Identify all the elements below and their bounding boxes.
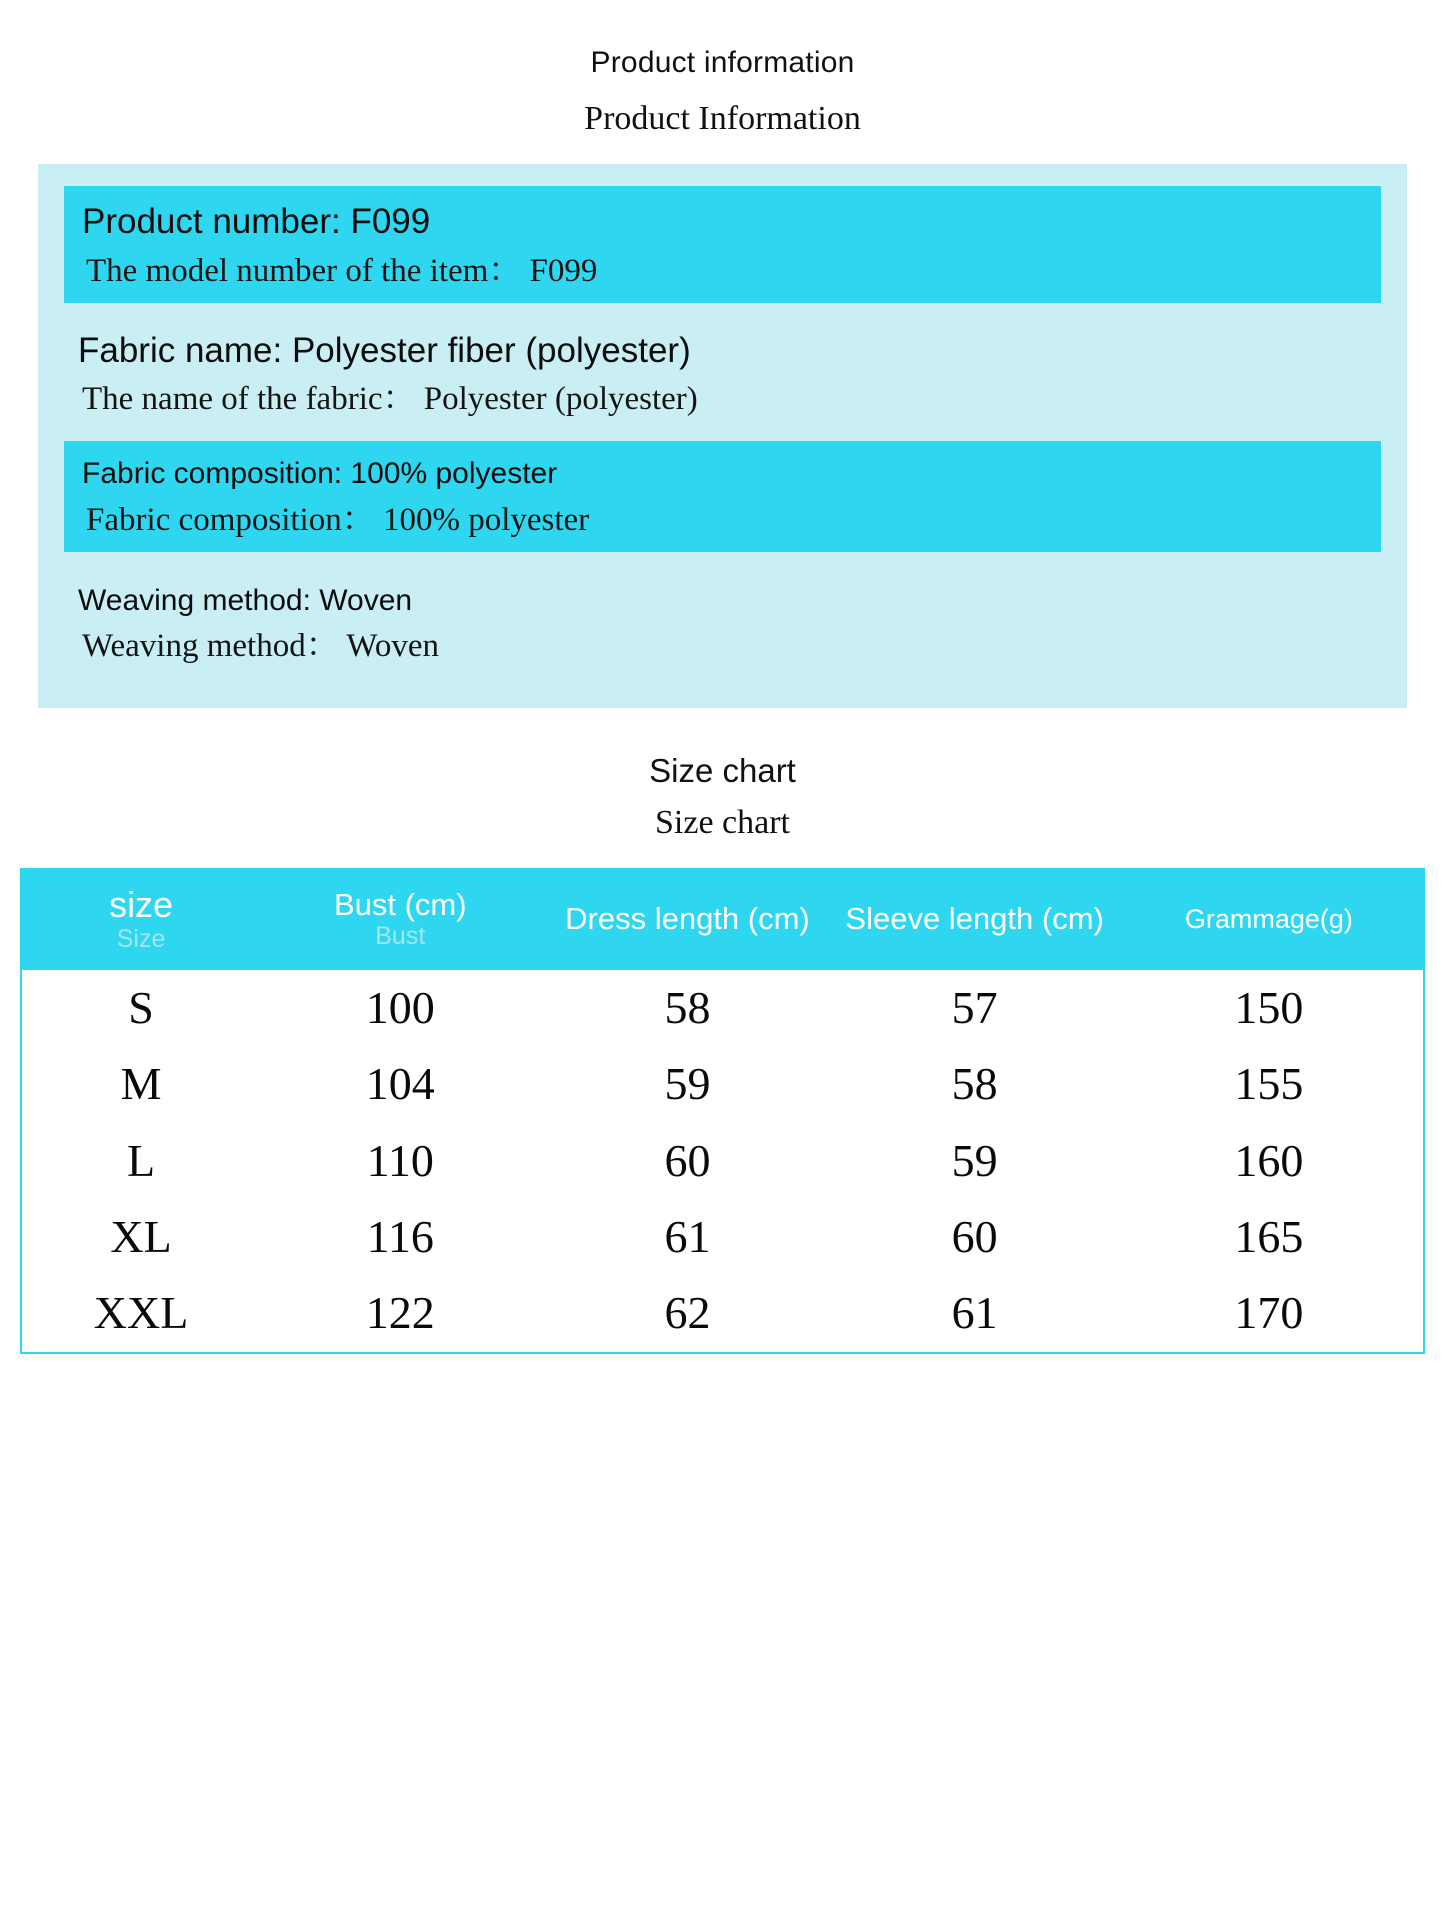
column-header-dress-length-label: Dress length (cm) bbox=[565, 900, 810, 936]
product-number-value: The model number of the item： F099 bbox=[86, 252, 598, 289]
product-information-panel bbox=[38, 164, 1407, 708]
cell-size: L bbox=[22, 1123, 260, 1199]
table-row bbox=[22, 1046, 1423, 1122]
column-header-bust bbox=[260, 870, 540, 970]
table-row bbox=[22, 1275, 1423, 1351]
cell-bust: 104 bbox=[260, 1046, 540, 1122]
cell-dress-length: 61 bbox=[540, 1199, 834, 1275]
cell-grammage: 155 bbox=[1115, 1046, 1423, 1122]
size-chart-subtitle: Size chart bbox=[655, 804, 790, 842]
cell-size: M bbox=[22, 1046, 260, 1122]
info-row-fabric-name bbox=[64, 313, 1381, 428]
column-header-grammage bbox=[1115, 870, 1423, 970]
cell-bust: 100 bbox=[260, 970, 540, 1046]
cell-dress-length: 58 bbox=[540, 970, 834, 1046]
fabric-composition-label: Fabric composition: 100% polyester bbox=[82, 457, 558, 491]
page-subtitle: Product Information bbox=[584, 100, 861, 137]
column-header-sleeve-length-label: Sleeve length (cm) bbox=[845, 900, 1104, 936]
cell-size: S bbox=[22, 970, 260, 1046]
table-row bbox=[22, 1123, 1423, 1199]
cell-bust: 110 bbox=[260, 1123, 540, 1199]
size-chart-table-wrapper bbox=[20, 868, 1425, 1354]
cell-dress-length: 60 bbox=[540, 1123, 834, 1199]
column-header-sleeve-length bbox=[835, 870, 1115, 970]
table-row bbox=[22, 1199, 1423, 1275]
column-header-size-sub: Size bbox=[116, 924, 166, 953]
cell-sleeve-length: 58 bbox=[835, 1046, 1115, 1122]
spacer bbox=[38, 552, 1407, 566]
fabric-composition-value: Fabric composition： 100% polyester bbox=[86, 501, 590, 538]
column-header-grammage-label: Grammage(g) bbox=[1184, 903, 1353, 934]
fabric-name-value: The name of the fabric： Polyester (polyester) bbox=[82, 381, 698, 418]
spacer bbox=[38, 303, 1407, 313]
cell-bust: 122 bbox=[260, 1275, 540, 1351]
info-row-fabric-composition bbox=[64, 441, 1381, 551]
info-row-product-number bbox=[64, 186, 1381, 303]
cell-sleeve-length: 60 bbox=[835, 1199, 1115, 1275]
size-chart-title: Size chart bbox=[649, 752, 796, 790]
column-header-size bbox=[22, 870, 260, 970]
cell-sleeve-length: 61 bbox=[835, 1275, 1115, 1351]
cell-size: XXL bbox=[22, 1275, 260, 1351]
table-row bbox=[22, 970, 1423, 1046]
column-header-bust-sub: Bust bbox=[375, 922, 426, 951]
cell-grammage: 170 bbox=[1115, 1275, 1423, 1351]
column-header-dress-length bbox=[540, 870, 834, 970]
cell-sleeve-length: 57 bbox=[835, 970, 1115, 1046]
weaving-method-label: Weaving method: Woven bbox=[78, 583, 413, 617]
size-chart-table bbox=[22, 870, 1423, 1352]
weaving-method-value: Weaving method： Woven bbox=[82, 628, 440, 665]
page-title: Product information bbox=[590, 46, 855, 79]
cell-grammage: 165 bbox=[1115, 1199, 1423, 1275]
table-header-row bbox=[22, 870, 1423, 970]
cell-dress-length: 62 bbox=[540, 1275, 834, 1351]
column-header-size-label: size bbox=[109, 884, 174, 926]
fabric-name-label: Fabric name: Polyester fiber (polyester) bbox=[78, 330, 691, 370]
cell-grammage: 160 bbox=[1115, 1123, 1423, 1199]
product-number-label: Product number: F099 bbox=[82, 202, 431, 241]
cell-sleeve-length: 59 bbox=[835, 1123, 1115, 1199]
column-header-bust-label: Bust (cm) bbox=[333, 886, 467, 922]
cell-grammage: 150 bbox=[1115, 970, 1423, 1046]
spacer bbox=[38, 427, 1407, 441]
cell-bust: 116 bbox=[260, 1199, 540, 1275]
info-row-weaving-method bbox=[64, 566, 1381, 674]
cell-size: XL bbox=[22, 1199, 260, 1275]
cell-dress-length: 59 bbox=[540, 1046, 834, 1122]
